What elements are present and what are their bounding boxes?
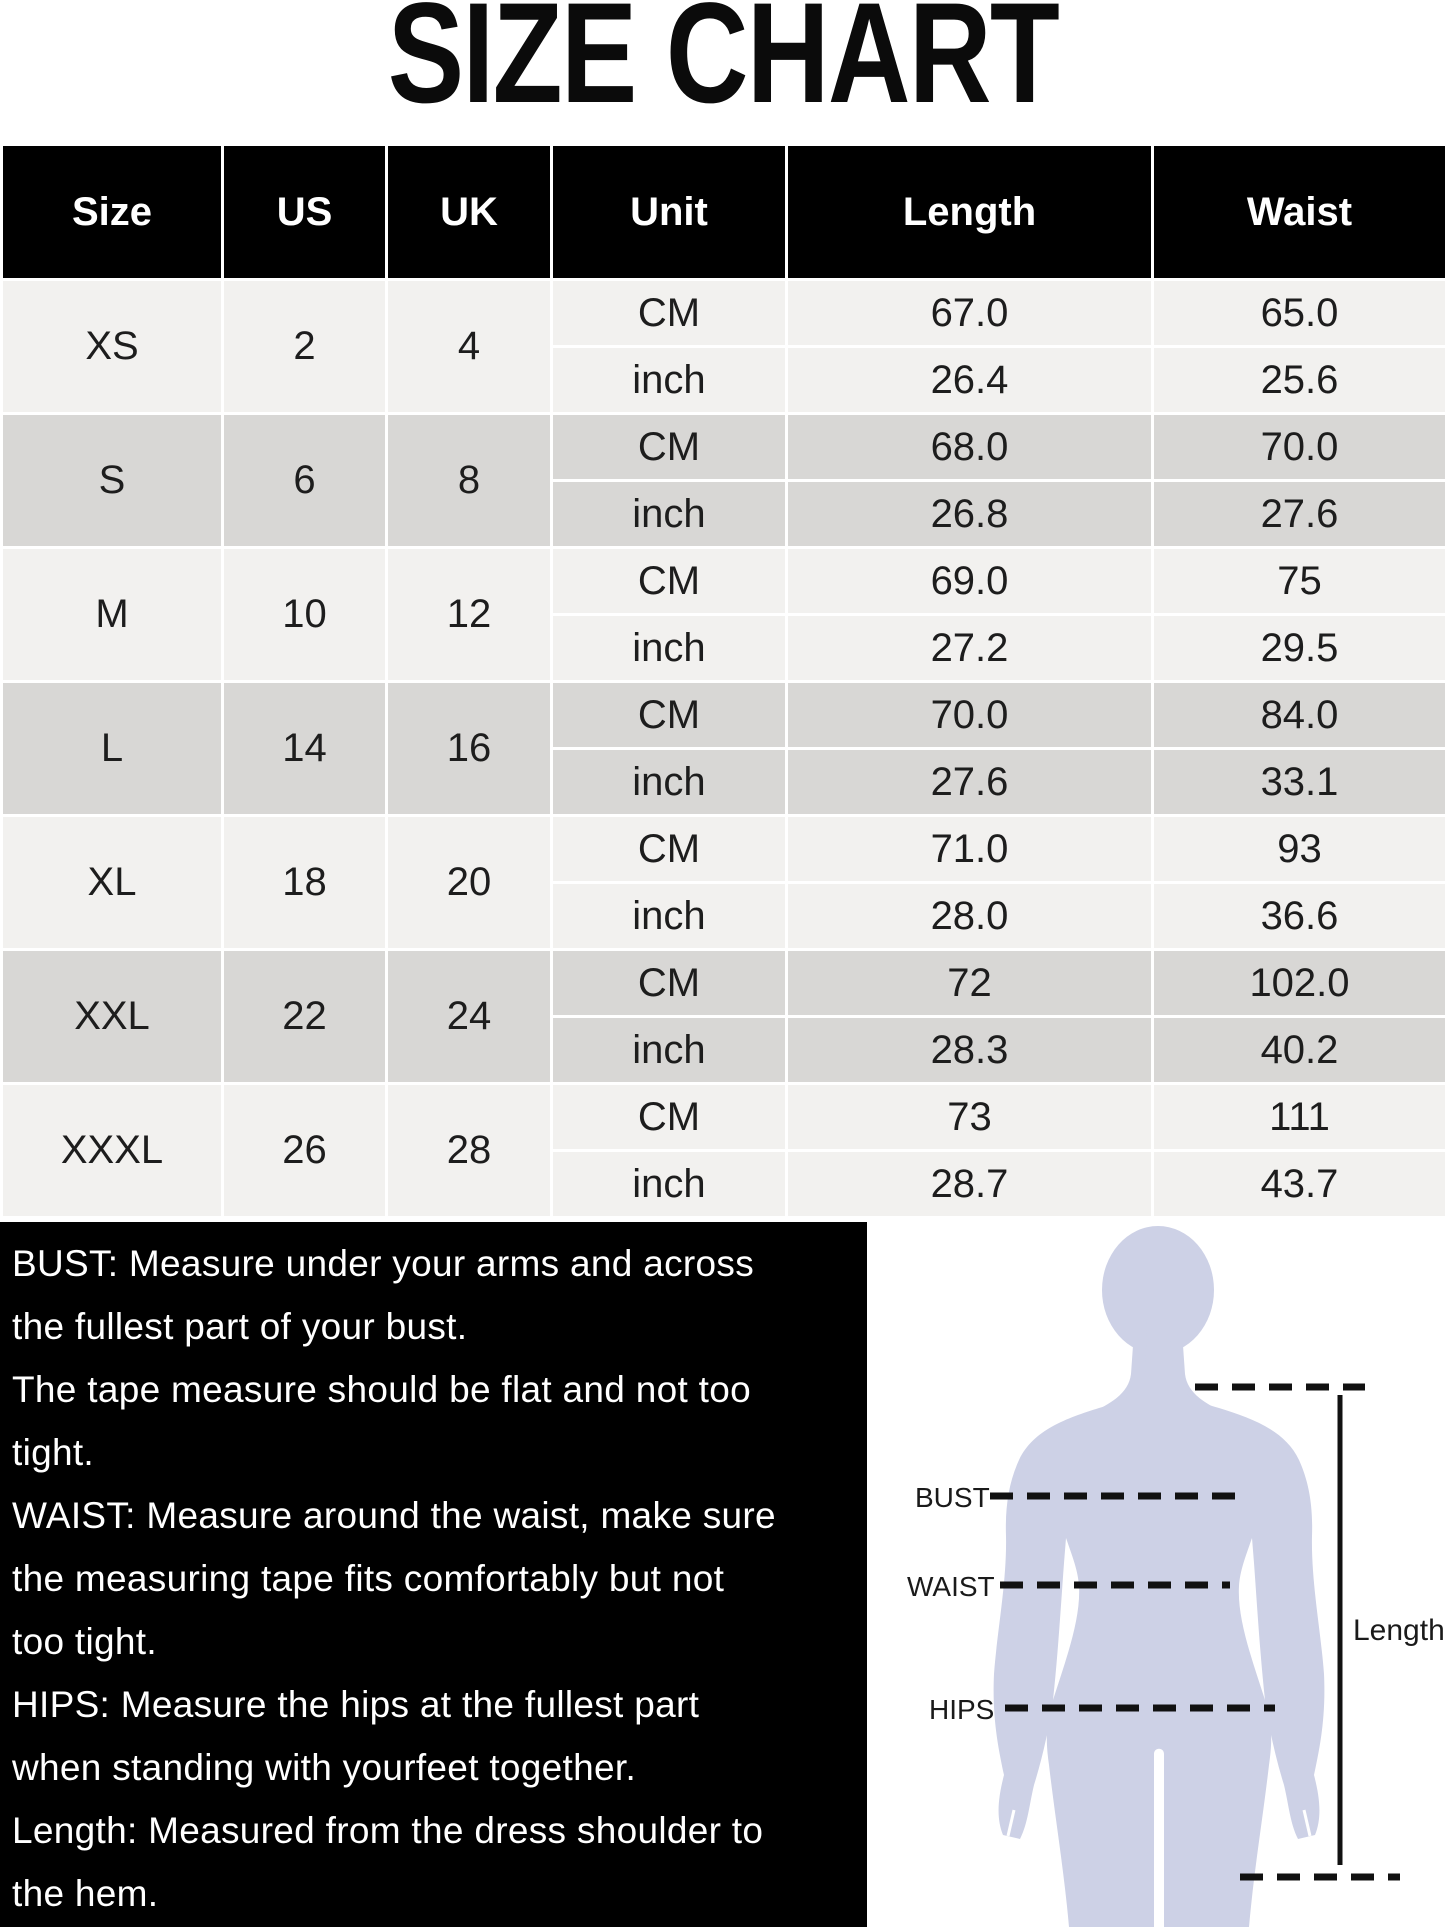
unit-cell: CM bbox=[552, 816, 787, 883]
waist-cell: 93 bbox=[1153, 816, 1445, 883]
size-cell: XS bbox=[2, 280, 223, 414]
table-row-xxl-cm bbox=[2, 950, 1445, 1017]
silhouette-body bbox=[994, 1322, 1325, 1927]
column-header-unit: Unit bbox=[552, 145, 787, 280]
unit-cell: inch bbox=[552, 1017, 787, 1084]
size-cell: S bbox=[2, 414, 223, 548]
uk-cell: 20 bbox=[387, 816, 552, 950]
length-cell: 28.7 bbox=[787, 1151, 1153, 1218]
table-row-m-cm bbox=[2, 548, 1445, 615]
us-cell: 6 bbox=[223, 414, 387, 548]
size-cell: XL bbox=[2, 816, 223, 950]
unit-cell: inch bbox=[552, 615, 787, 682]
size-cell: L bbox=[2, 682, 223, 816]
instruction-line: the fullest part of your bust. bbox=[12, 1306, 468, 1347]
waist-cell: 43.7 bbox=[1153, 1151, 1445, 1218]
instruction-line: Length: Measured from the dress shoulder to bbox=[12, 1810, 764, 1851]
waist-cell: 33.1 bbox=[1153, 749, 1445, 816]
page-title-text: SIZE CHART bbox=[387, 0, 1058, 133]
instruction-line: when standing with yourfeet together. bbox=[12, 1747, 637, 1788]
table-row-xs-cm bbox=[2, 280, 1445, 347]
table-header-row bbox=[2, 145, 1445, 280]
instruction-line: HIPS: Measure the hips at the fullest part bbox=[12, 1684, 700, 1725]
unit-cell: CM bbox=[552, 414, 787, 481]
unit-cell: CM bbox=[552, 280, 787, 347]
waist-cell: 29.5 bbox=[1153, 615, 1445, 682]
unit-cell: inch bbox=[552, 883, 787, 950]
size-cell: XXL bbox=[2, 950, 223, 1084]
bottom-section bbox=[0, 1222, 1445, 1927]
length-cell: 26.8 bbox=[787, 481, 1153, 548]
waist-cell: 25.6 bbox=[1153, 347, 1445, 414]
length-cell: 70.0 bbox=[787, 682, 1153, 749]
uk-cell: 28 bbox=[387, 1084, 552, 1218]
waist-cell: 36.6 bbox=[1153, 883, 1445, 950]
column-header-size: Size bbox=[2, 145, 223, 280]
waist-cell: 70.0 bbox=[1153, 414, 1445, 481]
instruction-line: BUST: Measure under your arms and across bbox=[12, 1243, 755, 1284]
waist-cell: 75 bbox=[1153, 548, 1445, 615]
length-cell: 72 bbox=[787, 950, 1153, 1017]
us-cell: 10 bbox=[223, 548, 387, 682]
unit-cell: inch bbox=[552, 749, 787, 816]
measurement-instructions-panel bbox=[0, 1222, 867, 1927]
length-label: Length bbox=[1353, 1614, 1445, 1647]
length-cell: 27.6 bbox=[787, 749, 1153, 816]
length-cell: 71.0 bbox=[787, 816, 1153, 883]
instruction-line: the measuring tape fits comfortably but not bbox=[12, 1558, 725, 1599]
us-cell: 2 bbox=[223, 280, 387, 414]
instruction-line: The tape measure should be flat and not too bbox=[12, 1369, 752, 1410]
unit-cell: CM bbox=[552, 950, 787, 1017]
length-cell: 73 bbox=[787, 1084, 1153, 1151]
page-title bbox=[0, 0, 1445, 133]
unit-cell: inch bbox=[552, 481, 787, 548]
uk-cell: 4 bbox=[387, 280, 552, 414]
bust-label: BUST bbox=[915, 1482, 990, 1513]
table-row-l-cm bbox=[2, 682, 1445, 749]
measurement-diagram bbox=[867, 1222, 1445, 1927]
instruction-line: too tight. bbox=[12, 1621, 157, 1662]
unit-cell: CM bbox=[552, 682, 787, 749]
unit-cell: inch bbox=[552, 1151, 787, 1218]
unit-cell: inch bbox=[552, 347, 787, 414]
size-cell: XXXL bbox=[2, 1084, 223, 1218]
column-header-us: US bbox=[223, 145, 387, 280]
hips-label: HIPS bbox=[929, 1694, 995, 1725]
unit-cell: CM bbox=[552, 548, 787, 615]
body-silhouette-diagram bbox=[867, 1222, 1445, 1927]
waist-cell: 102.0 bbox=[1153, 950, 1445, 1017]
length-cell: 69.0 bbox=[787, 548, 1153, 615]
uk-cell: 12 bbox=[387, 548, 552, 682]
table-row-xxxl-cm bbox=[2, 1084, 1445, 1151]
waist-cell: 84.0 bbox=[1153, 682, 1445, 749]
length-cell: 28.3 bbox=[787, 1017, 1153, 1084]
uk-cell: 16 bbox=[387, 682, 552, 816]
uk-cell: 24 bbox=[387, 950, 552, 1084]
column-header-uk: UK bbox=[387, 145, 552, 280]
unit-cell: CM bbox=[552, 1084, 787, 1151]
column-header-length: Length bbox=[787, 145, 1153, 280]
column-header-waist: Waist bbox=[1153, 145, 1445, 280]
instruction-line: WAIST: Measure around the waist, make sure bbox=[12, 1495, 776, 1536]
length-cell: 68.0 bbox=[787, 414, 1153, 481]
waist-cell: 111 bbox=[1153, 1084, 1445, 1151]
length-cell: 26.4 bbox=[787, 347, 1153, 414]
uk-cell: 8 bbox=[387, 414, 552, 548]
instruction-line: the hem. bbox=[12, 1873, 159, 1914]
size-cell: M bbox=[2, 548, 223, 682]
size-chart-table bbox=[0, 143, 1445, 1219]
us-cell: 14 bbox=[223, 682, 387, 816]
waist-cell: 40.2 bbox=[1153, 1017, 1445, 1084]
us-cell: 22 bbox=[223, 950, 387, 1084]
length-cell: 27.2 bbox=[787, 615, 1153, 682]
waist-cell: 65.0 bbox=[1153, 280, 1445, 347]
waist-label: WAIST bbox=[907, 1571, 995, 1602]
us-cell: 18 bbox=[223, 816, 387, 950]
table-row-xl-cm bbox=[2, 816, 1445, 883]
length-cell: 67.0 bbox=[787, 280, 1153, 347]
instruction-line: tight. bbox=[12, 1432, 95, 1473]
length-cell: 28.0 bbox=[787, 883, 1153, 950]
us-cell: 26 bbox=[223, 1084, 387, 1218]
waist-cell: 27.6 bbox=[1153, 481, 1445, 548]
table-row-s-cm bbox=[2, 414, 1445, 481]
